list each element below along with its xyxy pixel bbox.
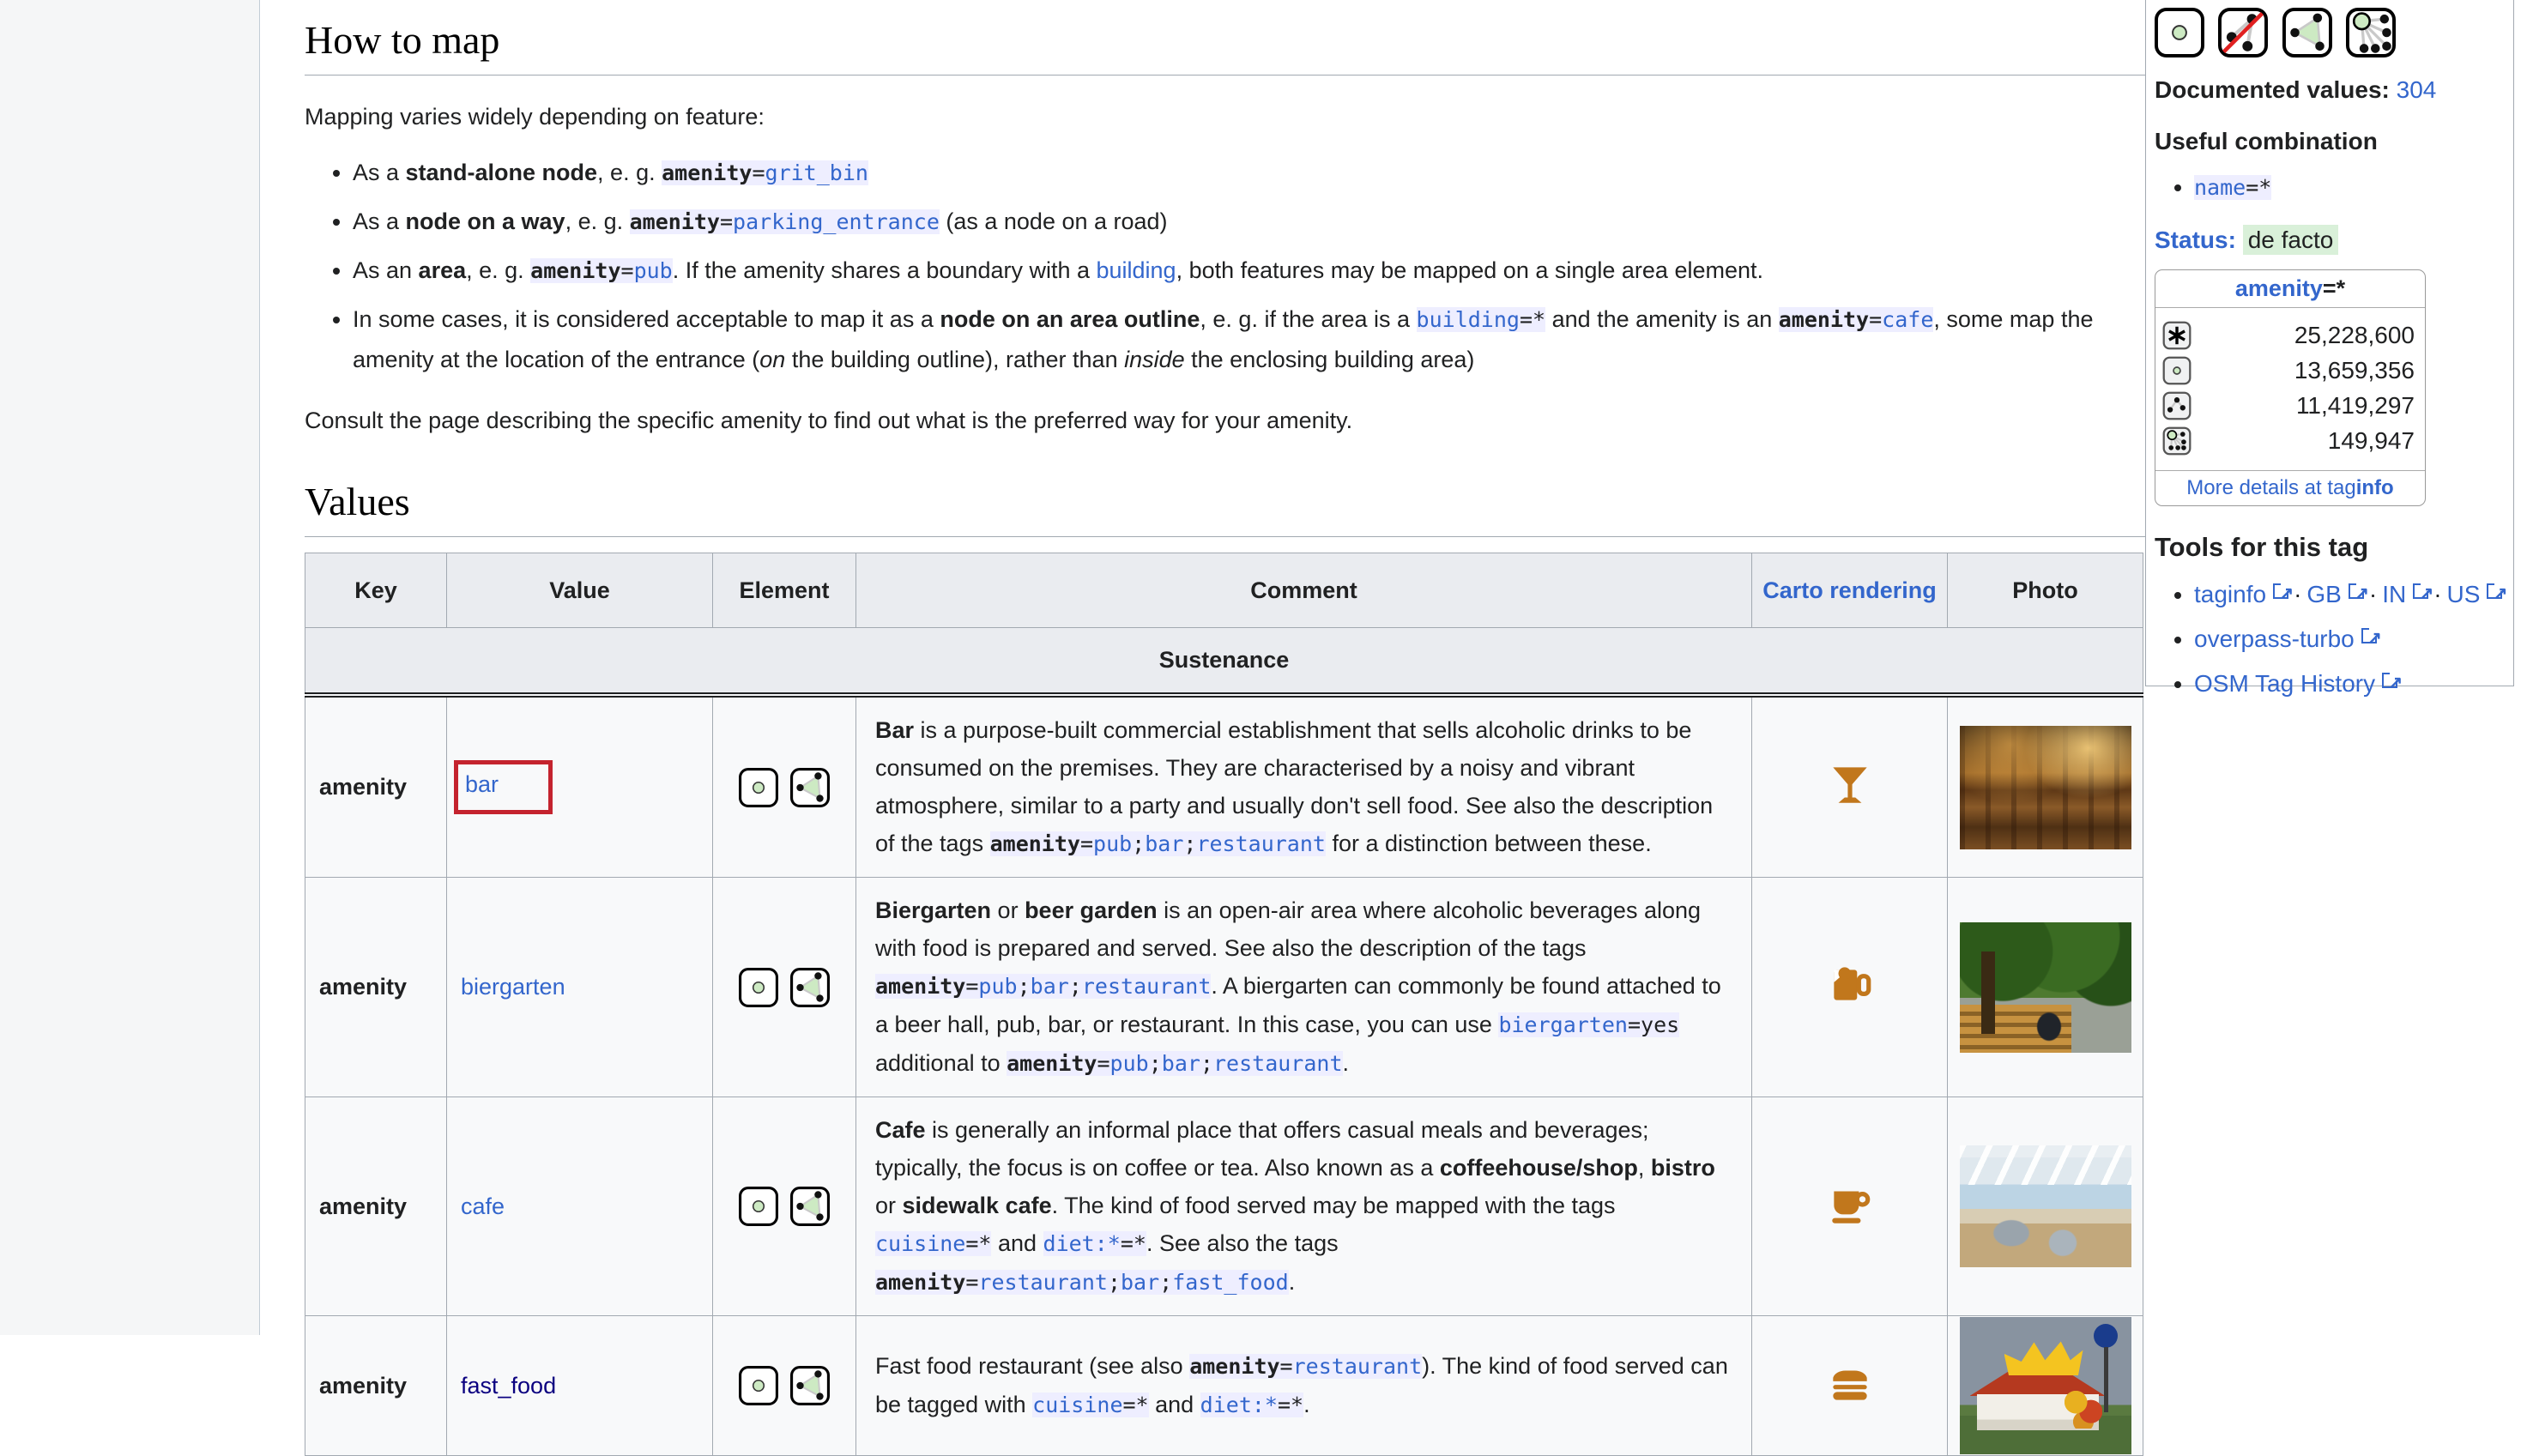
list-item: • In some cases, it is considered acceptable to map it as a node on an area outline, e. g. if the area is a building=* and the amenity is an amenity=cafe, some map the amenity at the location of the entrance (on the building outline), rather than inside the enclosing building area) [353, 299, 2158, 379]
page-content [260, 0, 2521, 1417]
value-link-bar[interactable]: bar [465, 771, 499, 797]
taginfo-row-ways [2162, 391, 2415, 420]
taginfo-in-link[interactable]: IN [2382, 581, 2407, 607]
column-header-value: Value [447, 553, 713, 628]
taginfo-more-details-link[interactable]: More details at taginfo [2155, 470, 2425, 505]
value-link-biergarten[interactable]: biergarten [461, 974, 565, 1000]
fast-food-photo[interactable] [1960, 1317, 2131, 1454]
status-label-link[interactable]: Status: [2155, 227, 2236, 253]
node-allowed-icon[interactable] [739, 768, 778, 807]
node-allowed-icon[interactable] [739, 1366, 778, 1405]
external-link-icon [2273, 583, 2288, 599]
cocktail-glass-icon[interactable] [1825, 759, 1875, 809]
area-allowed-icon [2282, 8, 2332, 57]
column-header-photo: Photo [1948, 553, 2143, 628]
area-allowed-icon[interactable] [790, 768, 830, 807]
taginfo-link[interactable]: taginfo [2194, 581, 2267, 607]
photo-cell [1948, 1316, 2143, 1456]
taginfo-row-relations [2162, 426, 2415, 456]
overpass-turbo-link[interactable]: overpass-turbo [2194, 625, 2355, 652]
element-cell [713, 878, 856, 1097]
carto-cell [1752, 695, 1948, 878]
count-relations: 149,947 [2327, 427, 2415, 454]
photo-playground-shape [2065, 1391, 2102, 1429]
element-cell [713, 1316, 856, 1456]
mapping-intro: Mapping varies widely depending on feature: [305, 104, 765, 130]
bar-photo[interactable] [1960, 726, 2131, 849]
comment-cell: Cafe is generally an informal place that offers casual meals and beverages; typically, the focus is on coffee or tea. Also known as a coffeehouse/shop, bistro or sidewalk cafe. The kind of food served may be mapped with the tags cuisine=* and diet:*=*. See also the tags amenity=restaurant;bar;fast_food. [856, 1097, 1752, 1316]
documented-values-label: Documented values: [2155, 76, 2390, 103]
separator: · [2294, 581, 2302, 607]
sustenance-section-row [305, 628, 2143, 696]
value-cell [447, 695, 713, 878]
table-row [305, 1097, 2143, 1316]
key-cell: amenity [305, 1097, 447, 1316]
documented-values-count-link[interactable]: 304 [2396, 76, 2437, 103]
tools-overpass-item [2194, 619, 2505, 659]
mapping-options-list [305, 153, 2158, 379]
status-badge: de facto [2243, 225, 2339, 255]
osm-tag-history-link[interactable]: OSM Tag History [2194, 670, 2376, 697]
external-link-icon [2413, 583, 2428, 599]
column-header-key: Key [305, 553, 447, 628]
external-link-icon [2487, 583, 2502, 599]
beer-mug-icon[interactable] [1825, 959, 1875, 1009]
external-link-icon [2349, 583, 2364, 599]
taginfo-gb-link[interactable]: GB [2306, 581, 2342, 607]
separator: · [2433, 581, 2442, 607]
way-not-allowed-icon [2218, 8, 2268, 57]
column-header-element: Element [713, 553, 856, 628]
documented-values-line [2155, 76, 2505, 104]
photo-crown-shape [2004, 1339, 2083, 1375]
taginfo-row-nodes [2162, 356, 2415, 385]
photo-sign-shape [2094, 1324, 2118, 1348]
element-applicability-icons [2155, 8, 2505, 57]
tools-list [2155, 575, 2505, 704]
comment-cell: Fast food restaurant (see also amenity=restaurant). The kind of food served can be tagged with cuisine=* and diet:*=*. [856, 1316, 1752, 1456]
annotation-red-box [454, 760, 553, 814]
count-ways: 11,419,297 [2295, 392, 2415, 419]
key-cell: amenity [305, 878, 447, 1097]
left-margin-rail [0, 0, 260, 1335]
photo-cell [1948, 878, 2143, 1097]
column-header-comment: Comment [856, 553, 1752, 628]
list-item: • As an area, e. g. amenity=pub. If the amenity shares a boundary with a building, both features may be mapped on a single area element. [353, 251, 2158, 291]
key-cell: amenity [305, 695, 447, 878]
list-item: • As a node on a way, e. g. amenity=parking_entrance (as a node on a road) [353, 202, 2158, 242]
biergarten-photo[interactable] [1960, 922, 2131, 1053]
coffee-cup-icon[interactable] [1825, 1179, 1875, 1229]
how-to-map-heading: How to map [305, 17, 2158, 76]
node-allowed-icon[interactable] [739, 968, 778, 1007]
table-row [305, 1316, 2143, 1456]
way-icon [2162, 391, 2192, 420]
area-allowed-icon[interactable] [790, 1366, 830, 1405]
value-link-fast-food[interactable]: fast_food [461, 1372, 557, 1399]
tools-history-item [2194, 664, 2505, 704]
count-nodes: 13,659,356 [2294, 357, 2415, 384]
taginfo-stats-box [2155, 269, 2426, 506]
all-elements-icon [2162, 321, 2192, 350]
value-link-cafe[interactable]: cafe [461, 1193, 505, 1219]
table-row [305, 878, 2143, 1097]
comment-cell: Bar is a purpose-built commercial establishment that sells alcoholic drinks to be consumed on the premises. They are characterised by a noisy and vibrant atmosphere, similar to a party and usually don't sell food. See also the description of the tags amenity=pub;bar;restaurant for a distinction between these. [856, 695, 1752, 878]
list-item: • As a stand-alone node, e. g. amenity=grit_bin [353, 153, 2158, 193]
external-link-icon [2361, 628, 2377, 643]
element-cell [713, 695, 856, 878]
section-title: Sustenance [305, 628, 2143, 696]
tag-infobox [2145, 0, 2514, 697]
photo-cell [1948, 695, 2143, 878]
area-allowed-icon[interactable] [790, 968, 830, 1007]
node-allowed-icon[interactable] [739, 1187, 778, 1226]
carto-cell [1752, 878, 1948, 1097]
carto-cell [1752, 1097, 1948, 1316]
element-cell [713, 1097, 856, 1316]
value-cell [447, 878, 713, 1097]
relation-icon [2162, 426, 2192, 456]
external-link-icon [2382, 673, 2397, 688]
useful-combination-list [2155, 167, 2505, 208]
tools-heading: Tools for this tag [2155, 532, 2369, 562]
table-header-row [305, 553, 2143, 628]
node-icon [2162, 356, 2192, 385]
consult-paragraph: Consult the page describing the specific amenity to find out what is the preferred way for your amenity. [305, 408, 1353, 433]
table-row [305, 695, 2143, 878]
taginfo-header[interactable]: amenity=* [2155, 270, 2425, 308]
taginfo-row-all [2162, 321, 2415, 350]
count-all: 25,228,600 [2294, 322, 2415, 348]
value-cell [447, 1316, 713, 1456]
carto-cell [1752, 1316, 1948, 1456]
photo-cell [1948, 1097, 2143, 1316]
separator: · [2368, 581, 2378, 607]
values-table [305, 553, 2143, 1456]
relation-allowed-icon [2346, 8, 2396, 57]
taginfo-us-link[interactable]: US [2446, 581, 2481, 607]
hamburger-icon[interactable] [1825, 1358, 1875, 1408]
value-cell [447, 1097, 713, 1316]
values-heading: Values [305, 479, 2158, 537]
column-header-carto-rendering[interactable]: Carto rendering [1752, 553, 1948, 628]
cafe-photo[interactable] [1960, 1145, 2131, 1267]
taginfo-rows [2155, 308, 2425, 470]
area-allowed-icon[interactable] [790, 1187, 830, 1226]
useful-combination-heading: Useful combination [2155, 128, 2378, 154]
key-cell: amenity [305, 1316, 447, 1456]
status-line [2155, 227, 2505, 254]
node-allowed-icon [2155, 8, 2204, 57]
article-body [305, 0, 2158, 1456]
tools-taginfo-item [2194, 575, 2505, 614]
comment-cell: Biergarten or beer garden is an open-air area where alcoholic beverages along with food is prepared and served. See also the description of the tags amenity=pub;bar;restaurant. A biergarten can commonly be found attached to a beer hall, pub, bar, or restaurant. In this case, you can use biergarten=yes additional to amenity=pub;bar;restaurant. [856, 878, 1752, 1097]
name-tag-item[interactable]: • name=* [2194, 167, 2505, 208]
